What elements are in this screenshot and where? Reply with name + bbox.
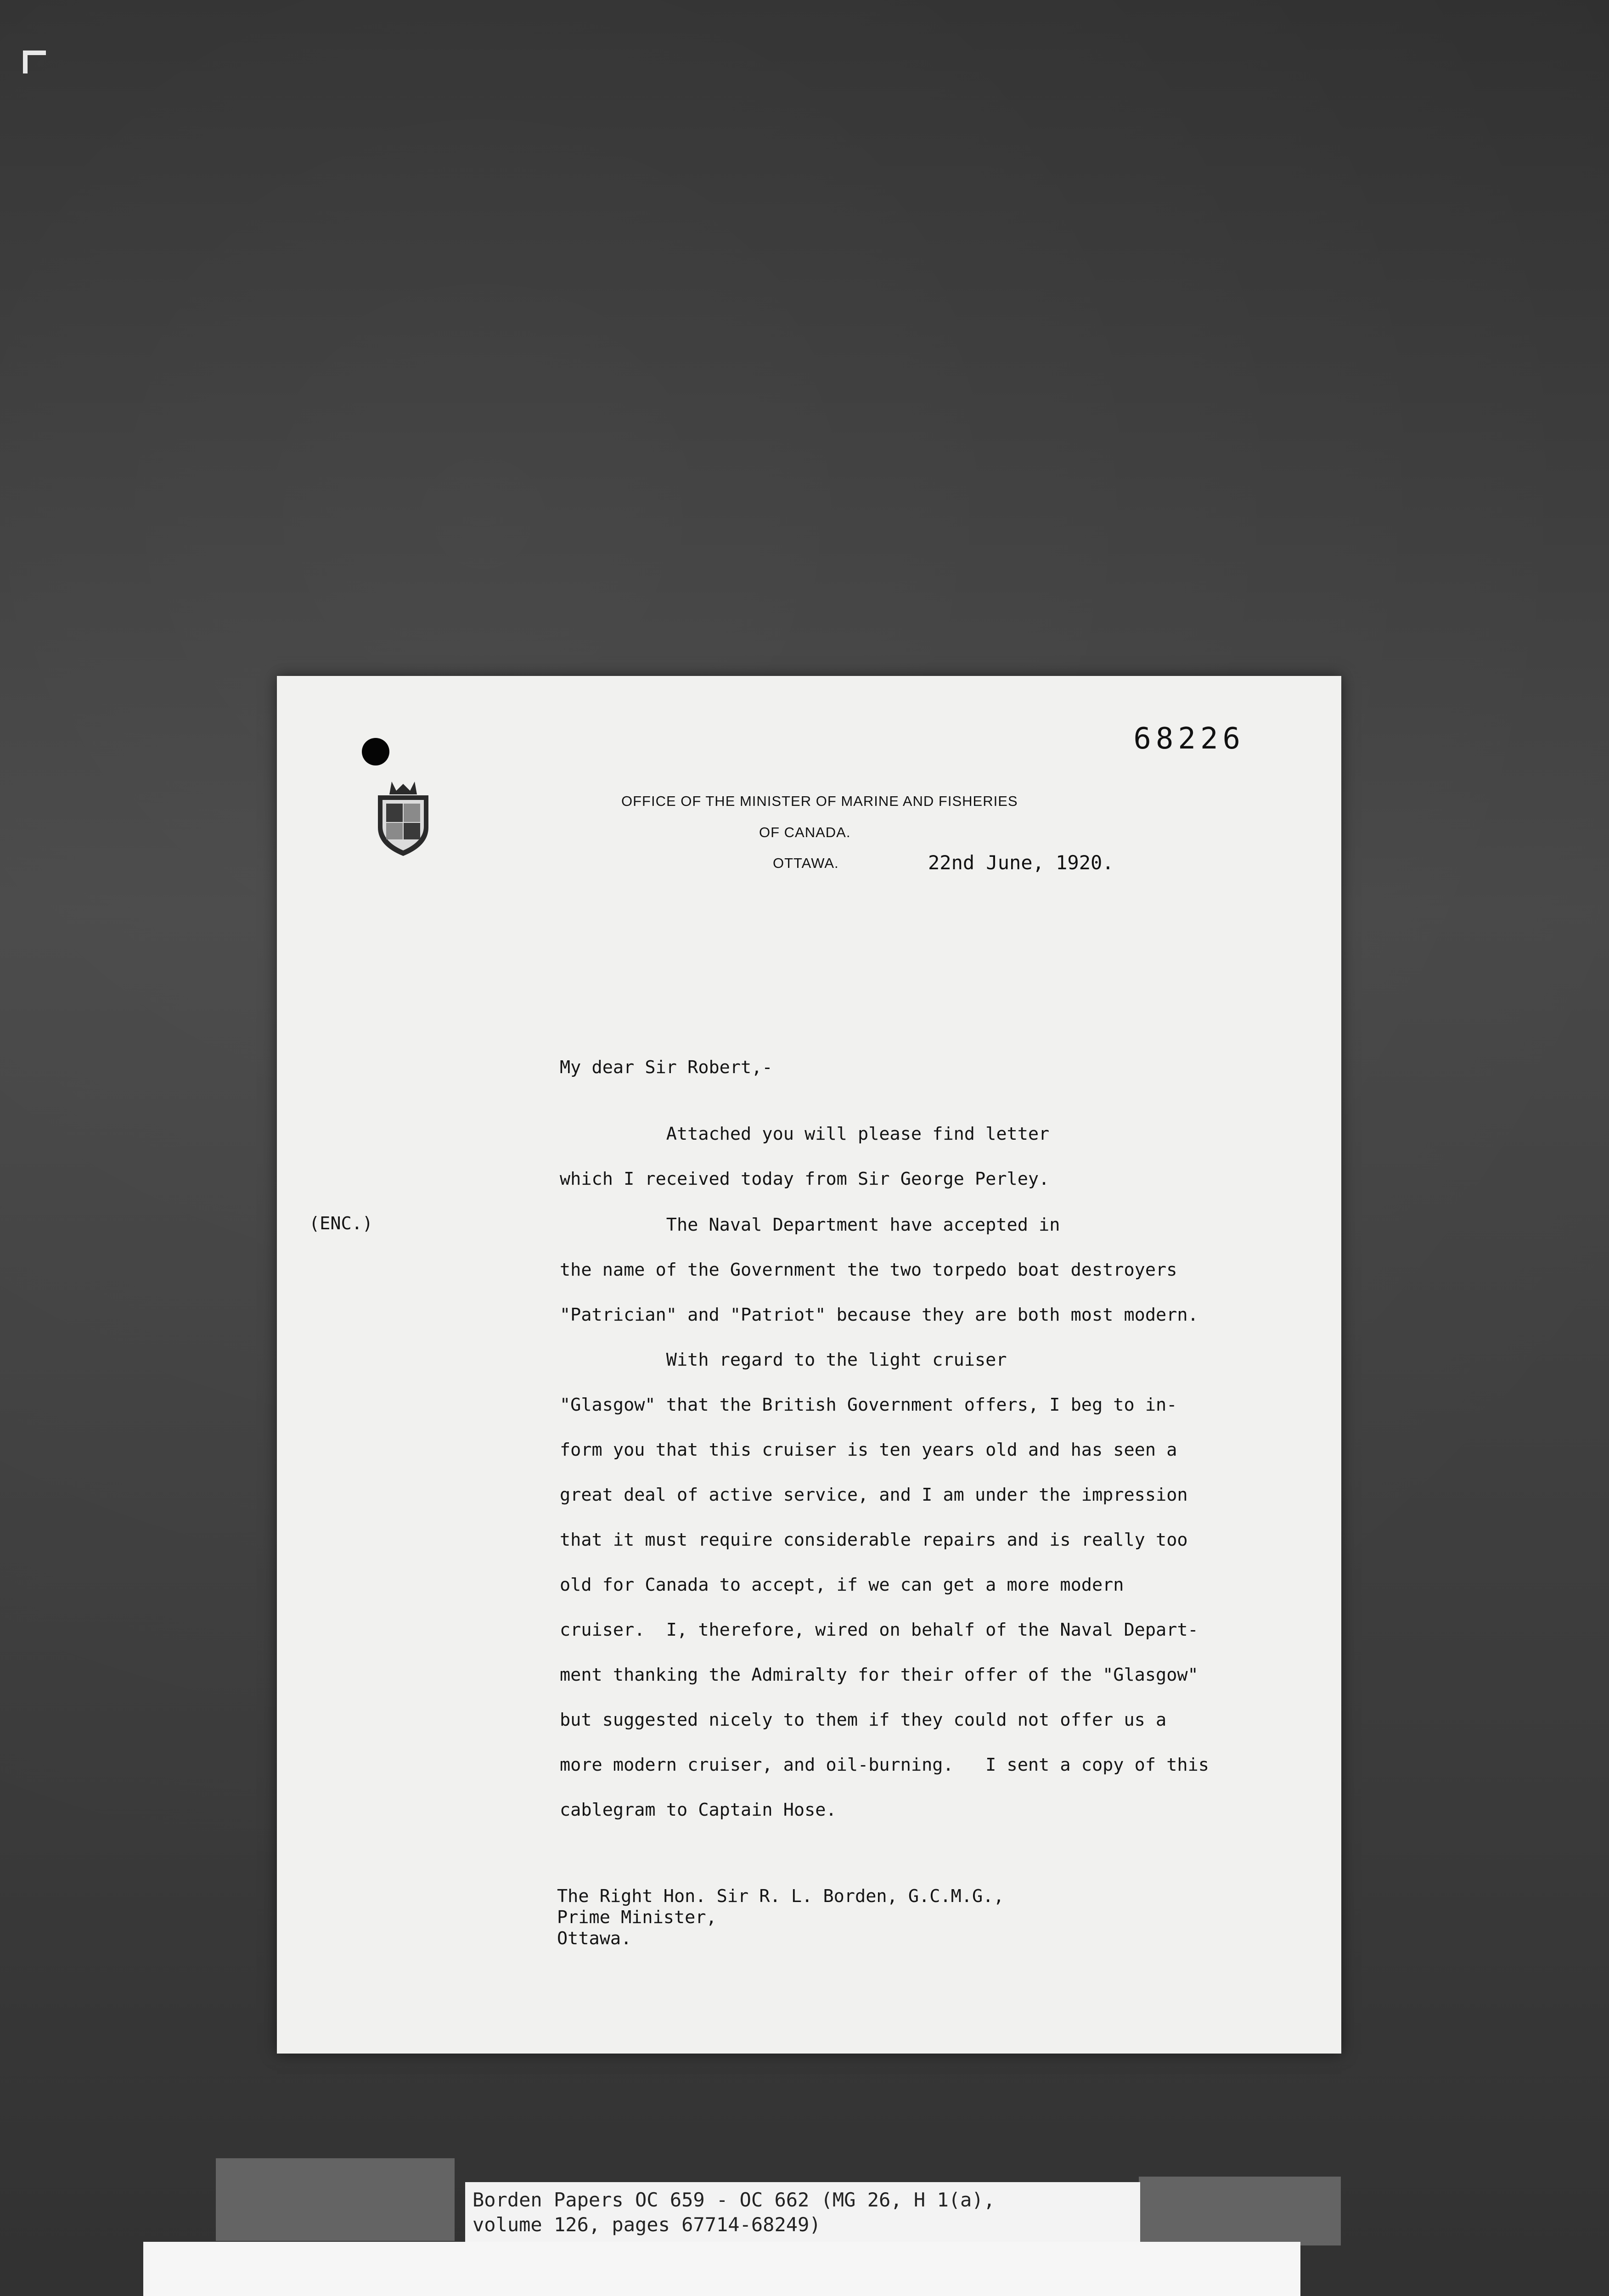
- frame-corner-mark: [23, 51, 46, 73]
- body-line: that it must require considerable repairs and is really too: [560, 1530, 1188, 1550]
- letterhead-office: OFFICE OF THE MINISTER OF MARINE AND FISHERIES: [621, 793, 1018, 809]
- body-line: ment thanking the Admiralty for their offer of the "Glasgow": [560, 1665, 1198, 1685]
- letterhead-city: OTTAWA.: [773, 855, 839, 871]
- body-line: cruiser. I, therefore, wired on behalf of the Naval Depart-: [560, 1620, 1198, 1640]
- body-line: old for Canada to accept, if we can get a more modern: [560, 1575, 1124, 1595]
- address-line: The Right Hon. Sir R. L. Borden, G.C.M.G.,: [557, 1886, 1004, 1907]
- body-line: With regard to the light cruiser: [560, 1350, 1007, 1370]
- letterhead-country: OF CANADA.: [759, 824, 851, 840]
- body-line: cablegram to Captain Hose.: [560, 1800, 837, 1820]
- letter-date: 22nd June, 1920.: [928, 851, 1114, 874]
- tape-strip: [1139, 2177, 1341, 2245]
- body-line: the name of the Government the two torpedo boat destroyers: [560, 1260, 1177, 1280]
- punch-hole: [362, 738, 389, 765]
- body-line: Attached you will please find letter: [560, 1124, 1050, 1144]
- body-line: which I received today from Sir George Perley.: [560, 1169, 1050, 1189]
- body-line: great deal of active service, and I am under the impression: [560, 1485, 1188, 1505]
- archive-reference-label: [465, 2182, 1140, 2242]
- body-line: more modern cruiser, and oil-burning. I sent a copy of this: [560, 1755, 1209, 1775]
- archive-reference-line: volume 126, pages 67714-68249): [473, 2213, 821, 2236]
- archive-reference-line: Borden Papers OC 659 - OC 662 (MG 26, H 1(a),: [473, 2189, 995, 2211]
- address-line: Ottawa.: [557, 1928, 632, 1949]
- tape-strip: [216, 2158, 455, 2241]
- salutation: My dear Sir Robert,-: [560, 1057, 773, 1078]
- body-line: "Glasgow" that the British Government offers, I beg to in-: [560, 1395, 1177, 1415]
- address-line: Prime Minister,: [557, 1907, 717, 1928]
- letter-page: [277, 676, 1341, 2054]
- coat-of-arms-icon: [369, 777, 438, 857]
- archive-stamp-card: [143, 2242, 1300, 2296]
- body-line: form you that this cruiser is ten years old and has seen a: [560, 1440, 1177, 1460]
- document-number: 68226: [1133, 722, 1245, 756]
- body-line: "Patrician" and "Patriot" because they are both most modern.: [560, 1305, 1198, 1325]
- body-line: The Naval Department have accepted in: [560, 1215, 1060, 1235]
- margin-note-enclosure: (ENC.): [309, 1213, 373, 1234]
- body-line: but suggested nicely to them if they could not offer us a: [560, 1710, 1167, 1730]
